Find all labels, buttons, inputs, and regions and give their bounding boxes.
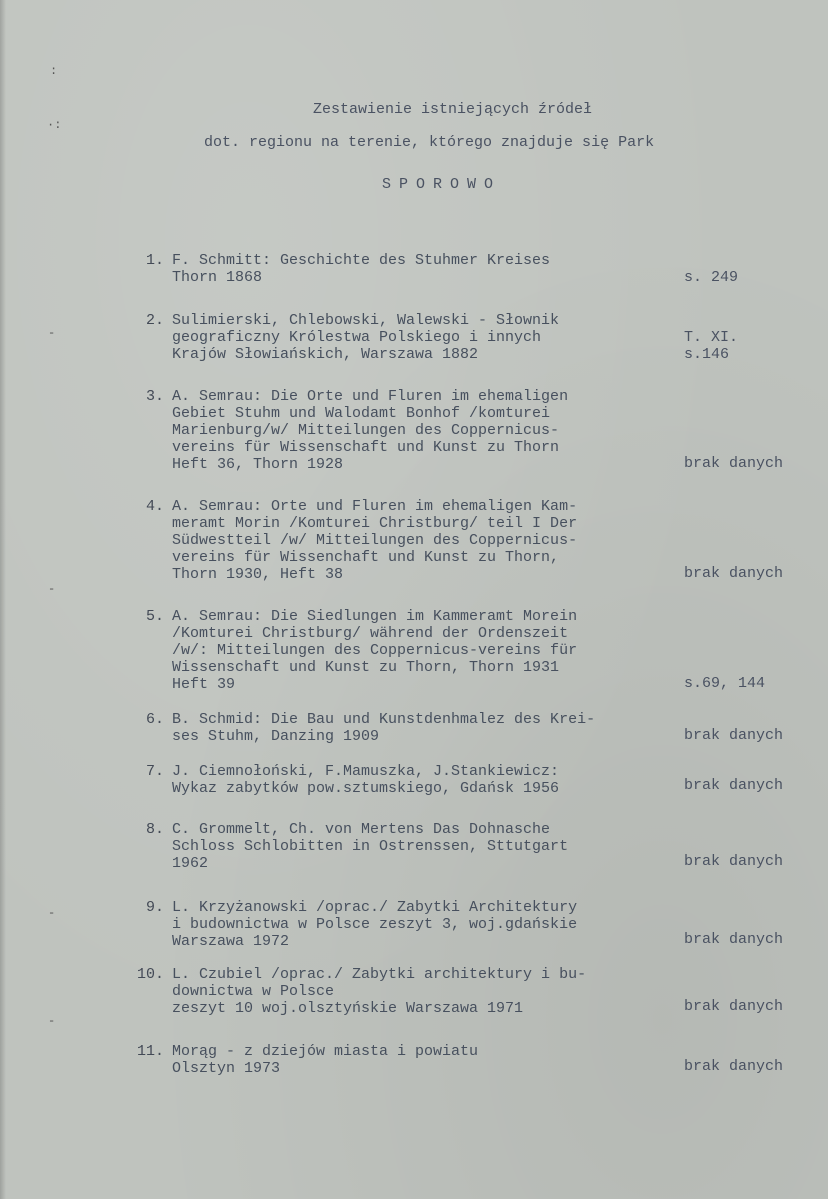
entry-text-line: /w/: Mitteilungen des Coppernicus-vereins für: [172, 642, 578, 659]
entry-reference: brak danych: [684, 455, 784, 472]
entry-text-line: Olsztyn 1973: [172, 1060, 281, 1077]
margin-mark: -: [48, 582, 56, 596]
page-edge-shadow: [0, 0, 6, 1199]
entry-text-line: vereins für Wissenchaft und Kunst zu Thorn,: [172, 549, 560, 566]
entry-text-line: Schloss Schlobitten in Ostrenssen, Sttutgart: [172, 838, 569, 855]
entry-text-line: /Komturei Christburg/ während der Ordenszeit: [172, 625, 569, 642]
entry-text-line: B. Schmid: Die Bau und Kunstdenhmalez des Krei-: [172, 711, 596, 728]
entry-text-line: A. Semrau: Die Siedlungen im Kammeramt Morein: [172, 608, 578, 625]
entry-text-line: vereins für Wissenschaft und Kunst zu Thorn: [172, 439, 560, 456]
entry-text-line: Thorn 1868: [172, 269, 263, 286]
entry-number: 11.: [136, 1043, 164, 1060]
entry-number: 9.: [145, 899, 164, 916]
entry-text-line: Gebiet Stuhm und Walodamt Bonhof /komturei: [172, 405, 551, 422]
entry-reference: brak danych: [684, 853, 784, 870]
entry-text-line: Südwestteil /w/ Mitteilungen des Coppernicus-: [172, 532, 578, 549]
entry-text-line: Warszawa 1972: [172, 933, 290, 950]
entry-text-line: zeszyt 10 woj.olsztyńskie Warszawa 1971: [172, 1000, 524, 1017]
entry-text-line: Wykaz zabytków pow.sztumskiego, Gdańsk 1956: [172, 780, 560, 797]
entry-number: 10.: [136, 966, 164, 983]
entry-number: 2.: [145, 312, 164, 329]
entry-number: 8.: [145, 821, 164, 838]
entry-text-line: C. Grommelt, Ch. von Mertens Das Dohnasche: [172, 821, 551, 838]
entry-text-line: Krajów Słowiańskich, Warszawa 1882: [172, 346, 479, 363]
entry-text-line: Wissenschaft und Kunst zu Thorn, Thorn 1931: [172, 659, 560, 676]
entry-number: 6.: [145, 711, 164, 728]
entry-reference: s.69, 144: [684, 675, 766, 692]
margin-mark: -: [48, 906, 56, 920]
entry-reference: brak danych: [684, 931, 784, 948]
entry-text-line: 1962: [172, 855, 209, 872]
entry-text-line: Heft 39: [172, 676, 236, 693]
entry-text-line: L. Krzyżanowski /oprac./ Zabytki Architektury: [172, 899, 578, 916]
entry-text-line: F. Schmitt: Geschichte des Stuhmer Kreises: [172, 252, 551, 269]
margin-mark: -: [48, 1014, 56, 1028]
entry-text-line: Marienburg/w/ Mitteilungen des Coppernicus-: [172, 422, 560, 439]
title-line-1: Zestawienie istniejących źródeł: [313, 101, 593, 118]
entry-text-line: Thorn 1930, Heft 38: [172, 566, 344, 583]
entry-reference: T. XI.: [684, 329, 739, 346]
margin-mark: -: [48, 326, 56, 340]
entry-text-line: Sulimierski, Chlebowski, Walewski - Słownik: [172, 312, 560, 329]
entry-text-line: meramt Morin /Komturei Christburg/ teil I Der: [172, 515, 578, 532]
title-line-2: dot. regionu na terenie, którego znajduje się Park: [204, 134, 655, 151]
entry-number: 5.: [145, 608, 164, 625]
entry-number: 3.: [145, 388, 164, 405]
entry-reference: brak danych: [684, 727, 784, 744]
entry-text-line: ses Stuhm, Danzing 1909: [172, 728, 380, 745]
entry-text-line: J. Ciemnołoński, F.Mamuszka, J.Stankiewicz:: [172, 763, 560, 780]
entry-text-line: downictwa w Polsce: [172, 983, 335, 1000]
entry-number: 7.: [145, 763, 164, 780]
entry-reference: brak danych: [684, 1058, 784, 1075]
margin-mark: :: [50, 64, 58, 78]
entry-text-line: Morąg - z dziejów miasta i powiatu: [172, 1043, 479, 1060]
entry-reference: brak danych: [684, 998, 784, 1015]
entry-number: 4.: [145, 498, 164, 515]
entry-text-line: geograficzny Królestwa Polskiego i innych: [172, 329, 542, 346]
entry-reference: s. 249: [684, 269, 739, 286]
title-place-name: SPOROWO: [382, 176, 502, 193]
entry-text-line: i budownictwa w Polsce zeszyt 3, woj.gdańskie: [172, 916, 578, 933]
entry-text-line: A. Semrau: Orte und Fluren im ehemaligen Kam-: [172, 498, 578, 515]
entry-reference: s.146: [684, 346, 730, 363]
margin-mark: ·:: [47, 118, 62, 132]
entry-reference: brak danych: [684, 565, 784, 582]
entry-number: 1.: [145, 252, 164, 269]
entry-reference: brak danych: [684, 777, 784, 794]
entry-text-line: Heft 36, Thorn 1928: [172, 456, 344, 473]
entry-text-line: L. Czubiel /oprac./ Zabytki architektury i bu-: [172, 966, 587, 983]
entry-text-line: A. Semrau: Die Orte und Fluren im ehemaligen: [172, 388, 569, 405]
